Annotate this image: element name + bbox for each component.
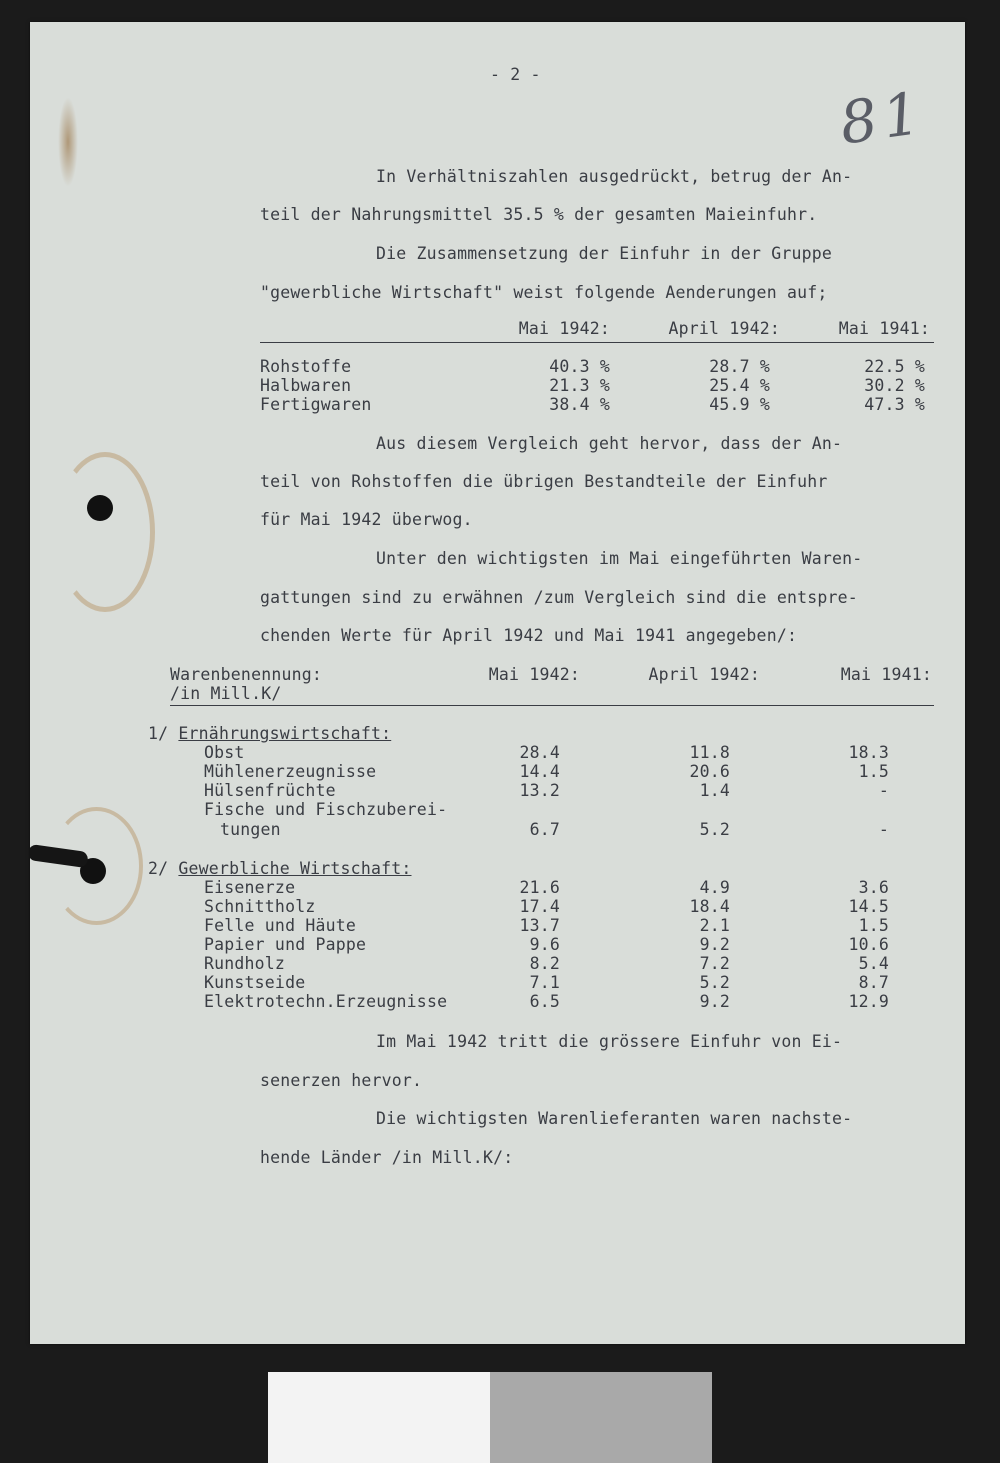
table1-row-label: Halbwaren bbox=[260, 376, 352, 395]
table1-cell: 21.3 % bbox=[549, 376, 610, 395]
group-number: 1/ bbox=[148, 724, 179, 743]
table1-row-label: Rohstoffe bbox=[260, 357, 352, 376]
table2-cell: 20.6 bbox=[689, 762, 730, 781]
table2-row-label: Obst bbox=[204, 743, 245, 762]
table2-cell: - bbox=[878, 781, 889, 800]
table2-row-label: Fische und Fischzuberei- bbox=[204, 800, 448, 819]
paragraph-line: In Verhältniszahlen ausgedrückt, betrug der An- bbox=[376, 167, 853, 186]
table1-header-april1942: April 1942: bbox=[668, 319, 780, 338]
table1-cell: 28.7 % bbox=[709, 357, 770, 376]
table2-row-label: Elektrotechn.Erzeugnisse bbox=[204, 992, 448, 1011]
table1-cell: 40.3 % bbox=[549, 357, 610, 376]
table2-group-title bbox=[148, 859, 412, 879]
table2-cell: 9.2 bbox=[699, 935, 730, 954]
paragraph-line: senerzen hervor. bbox=[260, 1071, 423, 1090]
table2-row-label: Schnittholz bbox=[204, 897, 316, 916]
paragraph-line: für Mai 1942 überwog. bbox=[260, 510, 473, 529]
table2-cell: 12.9 bbox=[848, 992, 889, 1011]
table2-cell: 14.5 bbox=[848, 897, 889, 916]
table2-row-label-cont: tungen bbox=[220, 820, 281, 839]
table2-header-may1941: Mai 1941: bbox=[840, 665, 932, 684]
group-heading-underlined: Ernährungswirtschaft: bbox=[178, 724, 392, 743]
gray-patch bbox=[490, 1372, 712, 1463]
table1-cell: 45.9 % bbox=[709, 395, 770, 414]
group-heading-underlined: Gewerbliche Wirtschaft: bbox=[178, 859, 412, 878]
paragraph-line: hende Länder /in Mill.K/: bbox=[260, 1148, 514, 1167]
table2-cell: 4.9 bbox=[699, 878, 730, 897]
table2-cell: 17.4 bbox=[519, 897, 560, 916]
table2-cell: 5.2 bbox=[699, 973, 730, 992]
table2-cell: 28.4 bbox=[519, 743, 560, 762]
table2-cell: 10.6 bbox=[848, 935, 889, 954]
table2-cell: - bbox=[878, 820, 889, 839]
scanner-calibration-strip bbox=[0, 1372, 1000, 1463]
handwritten-page-number: 81 bbox=[835, 78, 931, 158]
table2-rule bbox=[170, 705, 934, 706]
paragraph-line: Die Zusammensetzung der Einfuhr in der Gruppe bbox=[376, 244, 833, 263]
group-title-text bbox=[148, 859, 412, 878]
table1-cell: 38.4 % bbox=[549, 395, 610, 414]
table2-cell: 8.2 bbox=[529, 954, 560, 973]
table2-cell: 1.4 bbox=[699, 781, 730, 800]
table2-row-label: Kunstseide bbox=[204, 973, 306, 992]
table2-row-label: Felle und Häute bbox=[204, 916, 357, 935]
table2-cell: 6.5 bbox=[529, 992, 560, 1011]
table1-rule bbox=[260, 342, 934, 343]
table2-row-label: Mühlenerzeugnisse bbox=[204, 762, 377, 781]
table2-cell: 9.6 bbox=[529, 935, 560, 954]
binding-string bbox=[30, 844, 89, 868]
table2-cell: 18.4 bbox=[689, 897, 730, 916]
paragraph-line: "gewerbliche Wirtschaft" weist folgende Aenderungen auf; bbox=[260, 283, 828, 302]
table2-cell: 13.2 bbox=[519, 781, 560, 800]
table1-cell: 30.2 % bbox=[864, 376, 925, 395]
table2-cell: 6.7 bbox=[529, 820, 560, 839]
table2-cell: 11.8 bbox=[689, 743, 730, 762]
table1-row-label: Fertigwaren bbox=[260, 395, 372, 414]
paragraph-line: Die wichtigsten Warenlieferanten waren nachste- bbox=[376, 1109, 853, 1128]
table1-header-may1942: Mai 1942: bbox=[518, 319, 610, 338]
water-stain bbox=[55, 452, 155, 612]
punch-hole bbox=[80, 858, 106, 884]
punch-hole bbox=[87, 495, 113, 521]
table2-header-label: Warenbenennung: bbox=[170, 665, 323, 684]
table2-cell: 2.1 bbox=[699, 916, 730, 935]
table2-row-label: Eisenerze bbox=[204, 878, 296, 897]
paragraph-line: gattungen sind zu erwähnen /zum Vergleich sind die entspre- bbox=[260, 588, 858, 607]
table2-cell: 1.5 bbox=[858, 762, 889, 781]
paragraph-line: teil der Nahrungsmittel 35.5 % der gesamten Maieinfuhr. bbox=[260, 205, 818, 224]
table2-header-may1942: Mai 1942: bbox=[488, 665, 580, 684]
table2-cell: 13.7 bbox=[519, 916, 560, 935]
table2-cell: 14.4 bbox=[519, 762, 560, 781]
group-title-text bbox=[148, 724, 391, 743]
table2-cell: 3.6 bbox=[858, 878, 889, 897]
paragraph-line: chenden Werte für April 1942 und Mai 1941 angegeben/: bbox=[260, 626, 798, 645]
rust-stain bbox=[58, 97, 78, 187]
table2-group-title bbox=[148, 724, 391, 744]
table2-cell: 7.2 bbox=[699, 954, 730, 973]
table2-header-april1942: April 1942: bbox=[648, 665, 760, 684]
document-page bbox=[30, 22, 965, 1344]
table2-cell: 1.5 bbox=[858, 916, 889, 935]
table1-header-may1941: Mai 1941: bbox=[838, 319, 930, 338]
table2-cell: 8.7 bbox=[858, 973, 889, 992]
white-patch bbox=[268, 1372, 490, 1463]
paragraph-line: Im Mai 1942 tritt die grössere Einfuhr von Ei- bbox=[376, 1032, 843, 1051]
group-number: 2/ bbox=[148, 859, 179, 878]
table2-cell: 7.1 bbox=[529, 973, 560, 992]
page-number: - 2 - bbox=[490, 65, 541, 84]
table2-cell: 21.6 bbox=[519, 878, 560, 897]
table2-row-label: Rundholz bbox=[204, 954, 286, 973]
paragraph-line: Unter den wichtigsten im Mai eingeführten Waren- bbox=[376, 549, 863, 568]
paragraph-line: Aus diesem Vergleich geht hervor, dass der An- bbox=[376, 434, 843, 453]
table2-cell: 5.4 bbox=[858, 954, 889, 973]
paragraph-line: teil von Rohstoffen die übrigen Bestandteile der Einfuhr bbox=[260, 472, 828, 491]
table1-cell: 47.3 % bbox=[864, 395, 925, 414]
table2-row-label: Hülsenfrüchte bbox=[204, 781, 336, 800]
table2-row-label: Papier und Pappe bbox=[204, 935, 367, 954]
table2-cell: 5.2 bbox=[699, 820, 730, 839]
table1-cell: 22.5 % bbox=[864, 357, 925, 376]
table2-cell: 18.3 bbox=[848, 743, 889, 762]
table2-cell: 9.2 bbox=[699, 992, 730, 1011]
table1-cell: 25.4 % bbox=[709, 376, 770, 395]
table2-header-unit: /in Mill.K/ bbox=[170, 684, 282, 703]
